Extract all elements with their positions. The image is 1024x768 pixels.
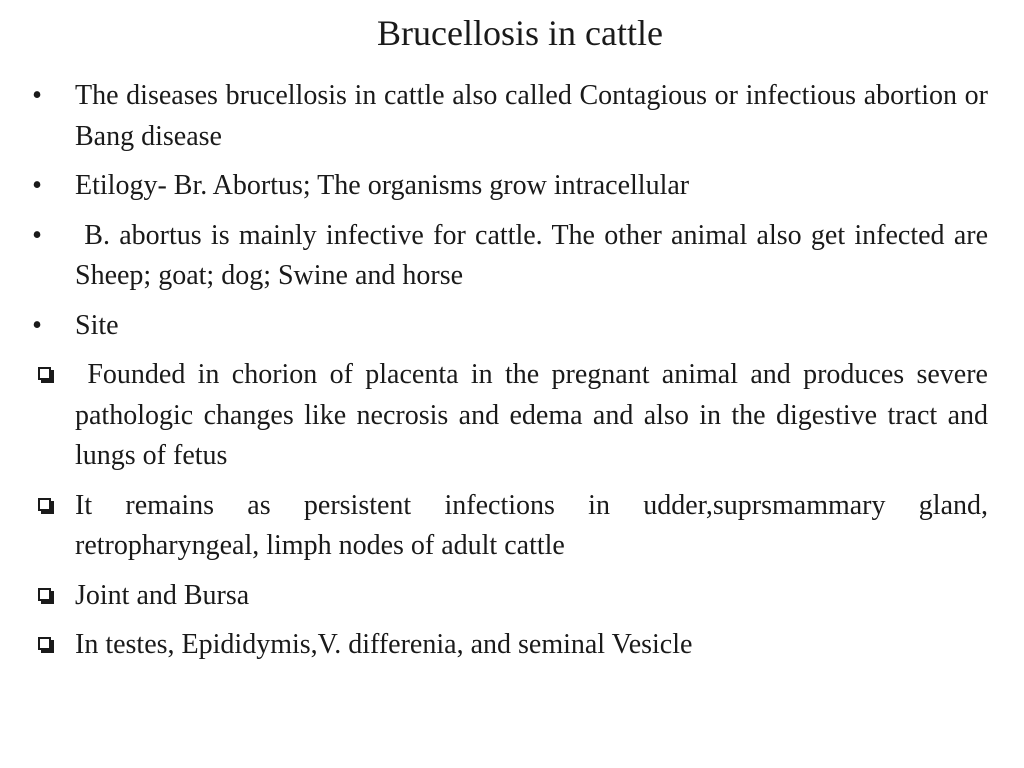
bullet-dot-icon: •	[32, 80, 42, 111]
list-item	[27, 625, 988, 666]
list-item-text: Site	[75, 309, 119, 341]
slide-title: Brucellosis in cattle	[377, 13, 663, 53]
checkbox-square-icon	[38, 367, 51, 380]
list-item-text: Founded in chorion of placenta in the pregnant animal and produces severe pathologic changes like necrosis and edema and also in the digestive tract and lungs of fetus	[75, 359, 988, 471]
checkbox-square-icon	[38, 637, 51, 650]
list-item	[27, 76, 988, 157]
checkbox-square-icon	[38, 498, 51, 511]
bullet-dot-icon: •	[32, 219, 42, 251]
list-item	[27, 306, 988, 347]
bullet-dot-icon: •	[32, 170, 42, 201]
list-item-text: B. abortus is mainly infective for cattle. The other animal also get infected are Sheep; goat; dog; Swine and horse	[75, 219, 988, 291]
list-item-text: Joint and Bursa	[75, 579, 250, 611]
list-item	[27, 576, 988, 617]
checkbox-square-icon	[38, 588, 51, 601]
list-item-text: The diseases brucellosis in cattle also called Contagious or infectious abortion or Bang disease	[75, 80, 988, 152]
list-item	[27, 355, 988, 477]
bullet-dot-icon: •	[32, 309, 42, 341]
list-item	[27, 166, 988, 207]
list-item	[27, 486, 988, 567]
list-item-text: Etilogy- Br. Abortus; The organisms grow intracellular	[75, 170, 690, 201]
bullet-list	[27, 76, 988, 675]
list-item	[27, 216, 988, 297]
list-item-text: In testes, Epididymis,V. differenia, and seminal Vesicle	[75, 629, 693, 660]
list-item-text: It remains as persistent infections in udder,suprsmammary gland, retropharyngeal, limph nodes of adult cattle	[75, 489, 988, 561]
